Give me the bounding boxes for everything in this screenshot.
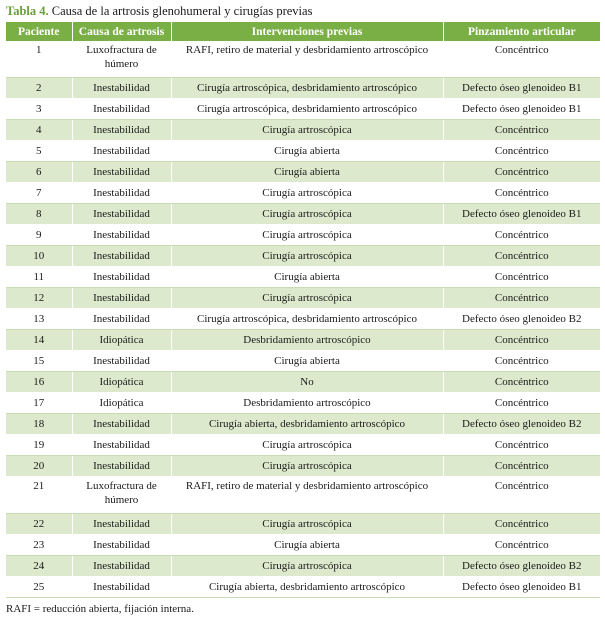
col-header-intervenciones: Intervenciones previas (171, 22, 443, 41)
cell-causa: Inestabilidad (72, 162, 171, 183)
cell-causa: Inestabilidad (72, 535, 171, 556)
cell-causa: Inestabilidad (72, 456, 171, 477)
col-header-pinzamiento: Pinzamiento articular (443, 22, 600, 41)
table-row (6, 556, 600, 577)
cell-paciente: 11 (6, 267, 72, 288)
table-title: Causa de la artrosis glenohumeral y cirugías previas (51, 4, 313, 18)
cell-causa: Idiopática (72, 330, 171, 351)
table-caption (6, 3, 312, 19)
table-row (6, 372, 600, 393)
cell-paciente: 7 (6, 183, 72, 204)
cell-pinzamiento: Concéntrico (443, 330, 600, 351)
cell-intervenciones: Cirugía abierta (171, 141, 443, 162)
cell-causa: Luxofractura de húmero (72, 41, 171, 78)
table-row (6, 204, 600, 225)
table-row (6, 393, 600, 414)
table-row (6, 99, 600, 120)
table-number: Tabla 4. (6, 4, 49, 18)
cell-paciente: 15 (6, 351, 72, 372)
cell-pinzamiento: Concéntrico (443, 514, 600, 535)
cell-pinzamiento: Defecto óseo glenoideo B2 (443, 309, 600, 330)
table-row (6, 577, 600, 598)
cell-causa: Inestabilidad (72, 309, 171, 330)
table-row (6, 456, 600, 477)
cell-pinzamiento: Concéntrico (443, 246, 600, 267)
cell-paciente: 21 (6, 477, 72, 514)
table-row (6, 78, 600, 99)
cell-intervenciones: Cirugía artroscópica, desbridamiento artroscópico (171, 78, 443, 99)
cell-intervenciones: Cirugía artroscópica (171, 246, 443, 267)
cell-causa: Inestabilidad (72, 267, 171, 288)
cell-intervenciones: RAFI, retiro de material y desbridamiento artroscópico (171, 477, 443, 514)
cell-paciente: 9 (6, 225, 72, 246)
cell-intervenciones: Cirugía abierta (171, 162, 443, 183)
cell-paciente: 10 (6, 246, 72, 267)
cell-causa: Inestabilidad (72, 414, 171, 435)
cell-intervenciones: Cirugía abierta (171, 267, 443, 288)
table-row (6, 288, 600, 309)
data-table (6, 22, 600, 598)
footnote: RAFI = reducción abierta, fijación interna. (6, 603, 194, 615)
cell-paciente: 3 (6, 99, 72, 120)
cell-intervenciones: Cirugía artroscópica (171, 288, 443, 309)
cell-causa: Inestabilidad (72, 514, 171, 535)
table-row (6, 183, 600, 204)
cell-paciente: 17 (6, 393, 72, 414)
cell-paciente: 24 (6, 556, 72, 577)
cell-pinzamiento: Concéntrico (443, 41, 600, 78)
table-row (6, 535, 600, 556)
cell-intervenciones: Cirugía artroscópica (171, 456, 443, 477)
cell-paciente: 12 (6, 288, 72, 309)
cell-pinzamiento: Defecto óseo glenoideo B1 (443, 577, 600, 598)
cell-paciente: 23 (6, 535, 72, 556)
cell-causa: Inestabilidad (72, 183, 171, 204)
cell-causa: Inestabilidad (72, 141, 171, 162)
cell-causa: Idiopática (72, 372, 171, 393)
cell-paciente: 20 (6, 456, 72, 477)
col-header-causa: Causa de artrosis (72, 22, 171, 41)
cell-pinzamiento: Concéntrico (443, 351, 600, 372)
cell-intervenciones: Cirugía artroscópica (171, 183, 443, 204)
cell-causa: Inestabilidad (72, 351, 171, 372)
cell-pinzamiento: Defecto óseo glenoideo B2 (443, 556, 600, 577)
cell-intervenciones: Cirugía artroscópica (171, 556, 443, 577)
cell-paciente: 18 (6, 414, 72, 435)
table-body (6, 41, 600, 598)
cell-paciente: 2 (6, 78, 72, 99)
cell-paciente: 16 (6, 372, 72, 393)
cell-pinzamiento: Concéntrico (443, 477, 600, 514)
cell-causa: Idiopática (72, 393, 171, 414)
cell-intervenciones: Desbridamiento artroscópico (171, 330, 443, 351)
cell-intervenciones: Desbridamiento artroscópico (171, 393, 443, 414)
table-row (6, 267, 600, 288)
cell-intervenciones: Cirugía artroscópica (171, 514, 443, 535)
header-row (6, 22, 600, 41)
cell-causa: Luxofractura de húmero (72, 477, 171, 514)
col-header-paciente: Paciente (6, 22, 72, 41)
cell-causa: Inestabilidad (72, 288, 171, 309)
cell-pinzamiento: Concéntrico (443, 393, 600, 414)
cell-paciente: 19 (6, 435, 72, 456)
cell-causa: Inestabilidad (72, 225, 171, 246)
cell-intervenciones: Cirugía abierta (171, 351, 443, 372)
table-row (6, 225, 600, 246)
cell-paciente: 1 (6, 41, 72, 78)
cell-pinzamiento: Concéntrico (443, 288, 600, 309)
cell-intervenciones: Cirugía abierta, desbridamiento artroscópico (171, 414, 443, 435)
cell-pinzamiento: Concéntrico (443, 456, 600, 477)
cell-paciente: 5 (6, 141, 72, 162)
cell-intervenciones: No (171, 372, 443, 393)
cell-intervenciones: Cirugía abierta (171, 535, 443, 556)
cell-paciente: 8 (6, 204, 72, 225)
table-row (6, 41, 600, 78)
cell-intervenciones: Cirugía artroscópica (171, 435, 443, 456)
table-row (6, 246, 600, 267)
cell-paciente: 25 (6, 577, 72, 598)
cell-pinzamiento: Defecto óseo glenoideo B1 (443, 78, 600, 99)
cell-causa: Inestabilidad (72, 577, 171, 598)
cell-pinzamiento: Concéntrico (443, 372, 600, 393)
table-row (6, 330, 600, 351)
table-row (6, 351, 600, 372)
cell-pinzamiento: Defecto óseo glenoideo B2 (443, 414, 600, 435)
table-row (6, 435, 600, 456)
cell-causa: Inestabilidad (72, 204, 171, 225)
cell-paciente: 22 (6, 514, 72, 535)
cell-intervenciones: Cirugía abierta, desbridamiento artroscópico (171, 577, 443, 598)
table-row (6, 309, 600, 330)
cell-pinzamiento: Concéntrico (443, 225, 600, 246)
cell-causa: Inestabilidad (72, 99, 171, 120)
cell-intervenciones: Cirugía artroscópica, desbridamiento artroscópico (171, 309, 443, 330)
cell-pinzamiento: Defecto óseo glenoideo B1 (443, 99, 600, 120)
table-row (6, 141, 600, 162)
cell-pinzamiento: Concéntrico (443, 162, 600, 183)
cell-paciente: 6 (6, 162, 72, 183)
table-row (6, 162, 600, 183)
cell-causa: Inestabilidad (72, 120, 171, 141)
table-row (6, 514, 600, 535)
cell-causa: Inestabilidad (72, 246, 171, 267)
cell-pinzamiento: Concéntrico (443, 267, 600, 288)
cell-pinzamiento: Concéntrico (443, 435, 600, 456)
cell-causa: Inestabilidad (72, 78, 171, 99)
cell-pinzamiento: Concéntrico (443, 120, 600, 141)
cell-paciente: 4 (6, 120, 72, 141)
table-row (6, 120, 600, 141)
cell-intervenciones: Cirugía artroscópica (171, 120, 443, 141)
cell-causa: Inestabilidad (72, 556, 171, 577)
cell-intervenciones: Cirugía artroscópica (171, 225, 443, 246)
cell-pinzamiento: Concéntrico (443, 183, 600, 204)
cell-intervenciones: Cirugía artroscópica (171, 204, 443, 225)
table-row (6, 414, 600, 435)
cell-paciente: 14 (6, 330, 72, 351)
cell-causa: Inestabilidad (72, 435, 171, 456)
cell-paciente: 13 (6, 309, 72, 330)
cell-intervenciones: Cirugía artroscópica, desbridamiento artroscópico (171, 99, 443, 120)
cell-intervenciones: RAFI, retiro de material y desbridamiento artroscópico (171, 41, 443, 78)
table-row (6, 477, 600, 514)
cell-pinzamiento: Defecto óseo glenoideo B1 (443, 204, 600, 225)
cell-pinzamiento: Concéntrico (443, 141, 600, 162)
cell-pinzamiento: Concéntrico (443, 535, 600, 556)
